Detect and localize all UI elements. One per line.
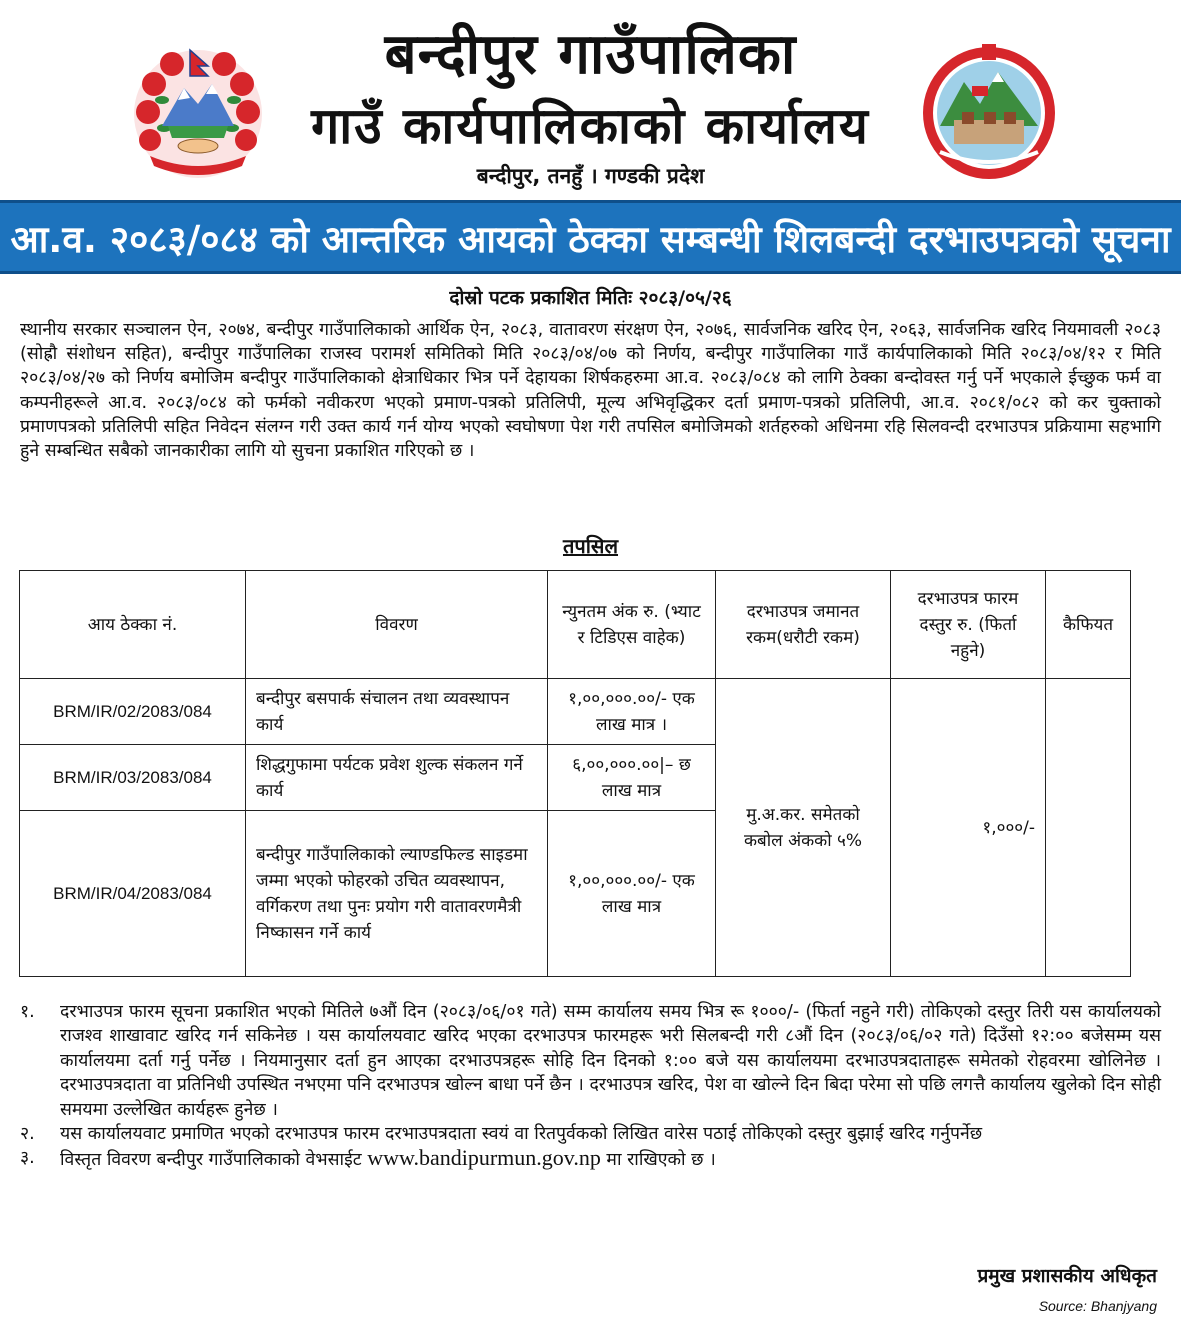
tender-table xyxy=(19,570,1131,977)
note-text-before: विस्तृत विवरण बन्दीपुर गाउँपालिकाको वेभसाईट xyxy=(60,1150,362,1171)
tender-code: BRM/IR/03/2083/084 xyxy=(20,745,246,811)
tender-min-amount: ६,००,०००.००|– छ लाख मात्र xyxy=(548,745,716,811)
col-header-code: आय ठेक्का नं. xyxy=(20,571,246,679)
col-header-deposit: दरभाउपत्र जमानत रकम(धरौटी रकम) xyxy=(716,571,891,679)
address-line: बन्दीपुर, तनहुँ । गण्डकी प्रदेश xyxy=(476,164,705,188)
note-number: १. xyxy=(20,1002,35,1022)
source-credit: Source: Bhanjyang xyxy=(1038,1298,1157,1314)
list-item xyxy=(20,1122,1161,1146)
col-header-remarks: कैफियत xyxy=(1046,571,1131,679)
note-number: २. xyxy=(20,1124,35,1145)
office-subtitle: गाउँ कार्यपालिकाको कार्यालय xyxy=(311,97,870,155)
tender-code: BRM/IR/02/2083/084 xyxy=(20,679,246,745)
tapasil-heading: तपसिल xyxy=(562,534,619,558)
tender-description: बन्दीपुर गाउँपालिकाको ल्याण्डफिल्ड साइडमा जम्मा भएको फोहरको उचित व्यवस्थापन, वर्गिकरण तथा पुनः प्रयोग गरी वातावरणमैत्री निष्कासन गर्ने कार्य xyxy=(246,811,548,977)
bandipur-municipality-logo-icon xyxy=(918,42,1060,184)
website-link[interactable]: www.bandipurmun.gov.np xyxy=(367,1145,601,1171)
tender-min-amount: १,००,०००.००/- एक लाख मात्र xyxy=(548,811,716,977)
col-header-form-fee: दरभाउपत्र फारम दस्तुर रु. (फिर्ता नहुने) xyxy=(891,571,1046,679)
note-text xyxy=(60,1146,1161,1172)
deposit-amount: मु.अ.कर. समेतको कबोल अंकको ५% xyxy=(716,679,891,977)
notes-list xyxy=(20,1000,1161,1173)
note-text-after: मा राखिएको छ । xyxy=(606,1150,716,1171)
table-header-row xyxy=(20,571,1131,679)
col-header-description: विवरण xyxy=(246,571,548,679)
municipality-title: बन्दीपुर गाउँपालिका xyxy=(384,22,797,87)
tender-description: बन्दीपुर बसपार्क संचालन तथा व्यवस्थापन कार्य xyxy=(246,679,548,745)
header xyxy=(0,0,1181,200)
tender-min-amount: १,००,०००.००/- एक लाख मात्र । xyxy=(548,679,716,745)
note-text: दरभाउपत्र फारम सूचना प्रकाशित भएको मितिले ७औं दिन (२०८३/०६/०१ गते) सम्म कार्यालय समय भित्र रू १०००/- (फिर्ता नहुने गरी) तोकिएको दस्तुर तिरी यस कार्यालयको राजश्व शाखावाट खरिद गर्न सकिनेछ । यस कार्यालयवाट खरिद भएका दरभाउपत्र फारमहरू भरी सिलबन्दी गरी ८औं दिन (२०८३/०६/०२ गते) दिउँसो १२:०० बजेसम्म यस कार्यालयमा दर्ता गर्नु पर्नेछ । नियमानुसार दर्ता हुन आएका दरभाउपत्रहरू सोहि दिन दिनको १:०० बजे यस कार्यालयमा दरभाउपत्रदाताहरू समेतको रोहवरमा खोलिनेछ । दरभाउपत्रदाता वा प्रतिनिधी उपस्थित नभएमा पनि दरभाउपत्र खोल्न बाधा पर्ने छैन । दरभाउपत्र खरिद, पेश वा खोल्ने दिन बिदा परेमा सो पछि लगत्तै कार्यालय खुलेको दिन सोही समयमा उल्लेखित कार्यहरू हुनेछ । xyxy=(60,1002,1161,1120)
notice-banner: आ.व. २०८३/०८४ को आन्तरिक आयको ठेक्का सम्बन्धी शिलबन्दी दरभाउपत्रको सूचना xyxy=(0,200,1181,274)
intro-paragraph: स्थानीय सरकार सञ्चालन ऐन, २०७४, बन्दीपुर गाउँपालिकाको आर्थिक ऐन, २०८३, वातावरण संरक्षण ऐन, २०७६, सार्वजनिक खरिद ऐन, २०६३, सार्वजनिक खरिद नियमावली २०८३ (सोह्रौ संशोधन सहित), बन्दीपुर गाउँपालिका राजस्व परामर्श समितिको मिति २०८३/०४/०७ को निर्णय, बन्दीपुर गाउँपालिका गाउँ कार्यपालिकाको मिति २०८३/०४/१२ र मिति २०८३/०४/२७ को निर्णय बमोजिम बन्दीपुर गाउँपालिकाको क्षेत्राधिकार भित्र पर्ने देहायका शिर्षकहरुमा आ.व. २०८३/०८४ को लागि ठेक्का बन्दोवस्त गर्नु पर्ने भएकाले ईच्छुक फर्म वा कम्पनीहरूले आ.व. २०८३/०८४ को फर्मको नवीकरण भएको प्रमाण-पत्रको प्रतिलिपी, मूल्य अभिवृद्धिकर दर्ता प्रमाण-पत्रको प्रतिलिपी, आ.व. २०८१/०८२ को कर चुक्ताको प्रमाणपत्रको प्रतिलिपी सहित निवेदन संलग्न गरी उक्त कार्य गर्न योग्य भएको स्वघोषणा पेश गरी तपसिल बमोजिमको शर्तहरुको अधिनमा रहि सिलवन्दी दरभाउपत्र प्रक्रियामा सहभागि हुने सम्बन्धित सबैको जानकारीका लागि यो सुचना प्रकाशित गरिएको छ । xyxy=(20,320,1161,462)
list-item xyxy=(20,1000,1161,1122)
second-publication-date: दोस्रो पटक प्रकाशित मितिः २०८३/०५/२६ xyxy=(449,287,732,309)
form-fee: १,०००/- xyxy=(891,679,1046,977)
note-text: यस कार्यालयवाट प्रमाणित भएको दरभाउपत्र फारम दरभाउपत्रदाता स्वयं वा रितपुर्वकको लिखित वारेस पठाई तोकिएको दस्तुर बुझाई खरिद गर्नुपर्नेछ xyxy=(60,1124,983,1145)
note-number: ३. xyxy=(20,1148,35,1169)
table-row xyxy=(20,679,1131,745)
remarks xyxy=(1046,679,1131,977)
signatory-title: प्रमुख प्रशासकीय अधिकृत xyxy=(977,1265,1157,1287)
col-header-min-amount: न्युनतम अंक रु. (भ्याट र टिडिएस वाहेक) xyxy=(548,571,716,679)
nepal-government-emblem-icon xyxy=(128,42,268,182)
tender-code: BRM/IR/04/2083/084 xyxy=(20,811,246,977)
tender-description: शिद्धगुफामा पर्यटक प्रवेश शुल्क संकलन गर्ने कार्य xyxy=(246,745,548,811)
list-item xyxy=(20,1146,1161,1172)
